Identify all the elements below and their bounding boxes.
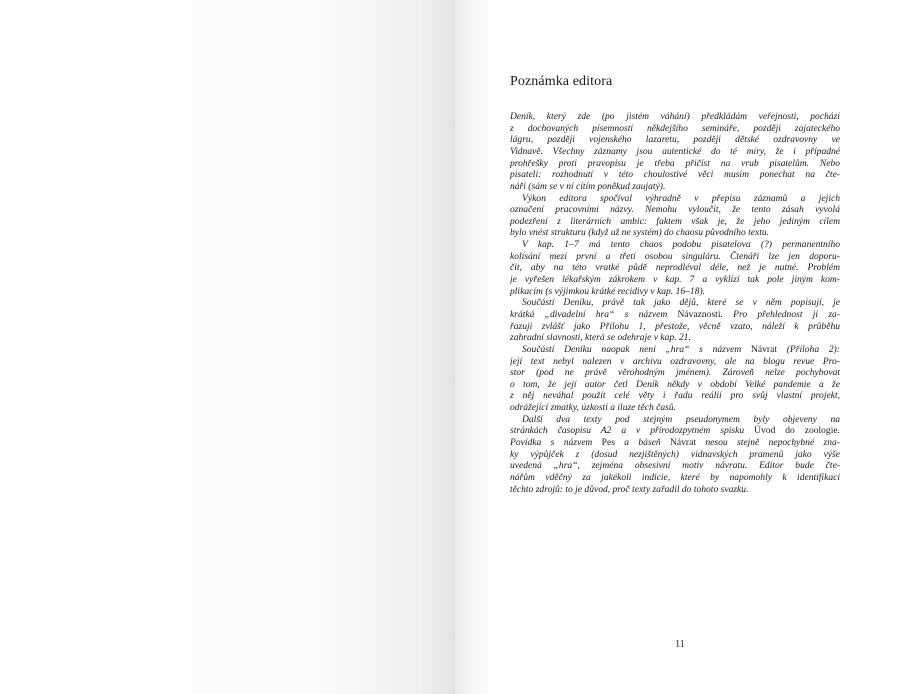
line-text: plikacím (s výjimkou krátké recidivy v kap. 16–18). [510, 285, 706, 297]
text-line [510, 367, 840, 379]
text-line [510, 204, 840, 216]
text-line [510, 181, 840, 193]
text-line [510, 321, 840, 333]
text-line [510, 193, 840, 205]
line-text: . Pro přehlednost ji za- [720, 308, 840, 320]
text-line [510, 239, 840, 251]
text-line [510, 309, 840, 321]
line-text: odrážející zmatky, úzkosti a iluze těch časů. [510, 402, 676, 414]
text-line [510, 297, 840, 309]
line-text: řazuji zvlášť jako Přílohu 1, přestože, věcně vzato, náleží k průběhu [510, 320, 840, 332]
text-line [510, 146, 840, 158]
line-text: těchto zdrojů: to je důvod, proč texty zařadil do tohoto svazku. [510, 483, 749, 495]
text-line [510, 332, 840, 344]
line-text: stránkách časopisu A2 a v přírodozpytném spisku [510, 425, 755, 437]
text-line [510, 251, 840, 263]
line-text: V kap. 1–7 má tento chaos podobu pisatelova (?) permanentního [522, 239, 840, 251]
line-text: a báseň [614, 437, 671, 449]
line-text: pisateli: rozhodnutí v této choulostivé věci musím ponechat na čte- [510, 169, 840, 181]
line-text: Výkon editora spočíval výhradně v přepisu záznamů a jejich [522, 192, 840, 204]
title-reference: Pes [601, 437, 615, 449]
text-line [510, 227, 840, 239]
line-text: Povídka s názvem [510, 437, 602, 449]
text-line [510, 460, 840, 472]
line-text: lágru, později vojenského lazaretu, později dětské ozdravovny ve [510, 134, 840, 146]
line-text: bylo vnést strukturu (když už ne systém) do chaosu původního textu. [510, 227, 770, 239]
title-reference: Návrat [670, 437, 697, 449]
text-line [510, 344, 840, 356]
line-text: uvedená „hra“, zejména obsesivní motiv návratu. Editor bude čte- [510, 460, 840, 472]
text-line [510, 390, 840, 402]
line-text: Součástí Deníku, právě tak jako dějů, které se v něm popisují, je [522, 297, 840, 309]
line-text: podezření z literárních ambic: faktem však je, že jeho jediným cílem [510, 215, 840, 227]
line-text: o tom, že její autor četl Deník někdy v období Velké pandemie a že [510, 378, 840, 390]
line-text: Další dva texty pod stejným pseudonymem byly objeveny na [522, 413, 840, 425]
text-line [510, 111, 840, 123]
line-text: prohřešky proti pravopisu je třeba přičíst na vrub pisatelům. Nebo [510, 157, 840, 169]
line-text: z dochovaných písemností někdejšího semináře, později zajateckého [510, 122, 840, 134]
text-line [510, 414, 840, 426]
text-line [510, 449, 840, 461]
text-line [510, 123, 840, 135]
text-line [510, 274, 840, 286]
line-text: stor (pod ne právě věrohodným jménem). Zároveň nelze pochybovat [510, 367, 840, 379]
line-text: Vidnavě. Všechny záznamy jsou autentické do té míry, že i případné [510, 145, 840, 157]
text-line [510, 356, 840, 368]
line-text: z něj neváhal použít celé věty i řadu reálií pro svůj vlastní projekt, [510, 390, 840, 402]
text-line [510, 158, 840, 170]
text-line [510, 286, 840, 298]
line-text: označení pracovními názvy. Nemohu vyloučit, že tento zásah vyvolá [510, 204, 840, 216]
text-line [510, 169, 840, 181]
text-line [510, 472, 840, 484]
text-line [510, 437, 840, 449]
line-text: (Příloha 2): [776, 343, 840, 355]
line-text: krátká „divadelní hra“ s názvem [510, 308, 678, 320]
text-line [510, 262, 840, 274]
line-text: Součástí Deníku naopak není „hra“ s názvem [522, 343, 751, 355]
page-title: Poznámka editora [510, 74, 613, 89]
line-text: Deník, který zde (po jistém váhání) předkládám veřejnosti, pochází [510, 111, 840, 122]
text-line [510, 425, 840, 437]
line-text: je vyřešen lékařským zákrokem v kap. 7 a vyklízí tak pole jiným kom- [510, 274, 840, 285]
line-text: zahradní slavnosti, která se odehraje v kap. 21. [510, 332, 691, 344]
line-text: nesou stejně nepochybné zna- [696, 437, 840, 449]
line-text: ky výpůjček z (dosud nezjištěných) vidnavských pramenů jako výše [510, 448, 840, 460]
text-line [510, 134, 840, 146]
line-text: nářům vděčný za jakékoli indicie, které by napomohly k identifikaci [510, 471, 840, 483]
title-reference: Návaznosti [677, 308, 721, 320]
text-line [510, 402, 840, 414]
page-number: 11 [675, 639, 685, 650]
line-text: čit, aby na této vratké půdě neprodléval déle, než je nutné. Problém [510, 262, 840, 274]
text-line [510, 216, 840, 228]
line-text: kolísání mezi první a třetí osobou singuláru. Čtenáři lze jen doporu- [510, 250, 840, 262]
line-text: . [837, 425, 840, 437]
text-line [510, 379, 840, 391]
title-reference: Návrat [751, 343, 777, 355]
title-reference: Úvod do zoologie [754, 425, 838, 437]
line-text: náři (sám se v ní cítím poněkud zaujatý). [510, 180, 666, 192]
line-text: její text nebyl nalezen v archivu ozdravovny, ale na blogu revue Pro- [510, 355, 840, 367]
editor-note-body [510, 111, 840, 495]
text-line [510, 484, 840, 496]
